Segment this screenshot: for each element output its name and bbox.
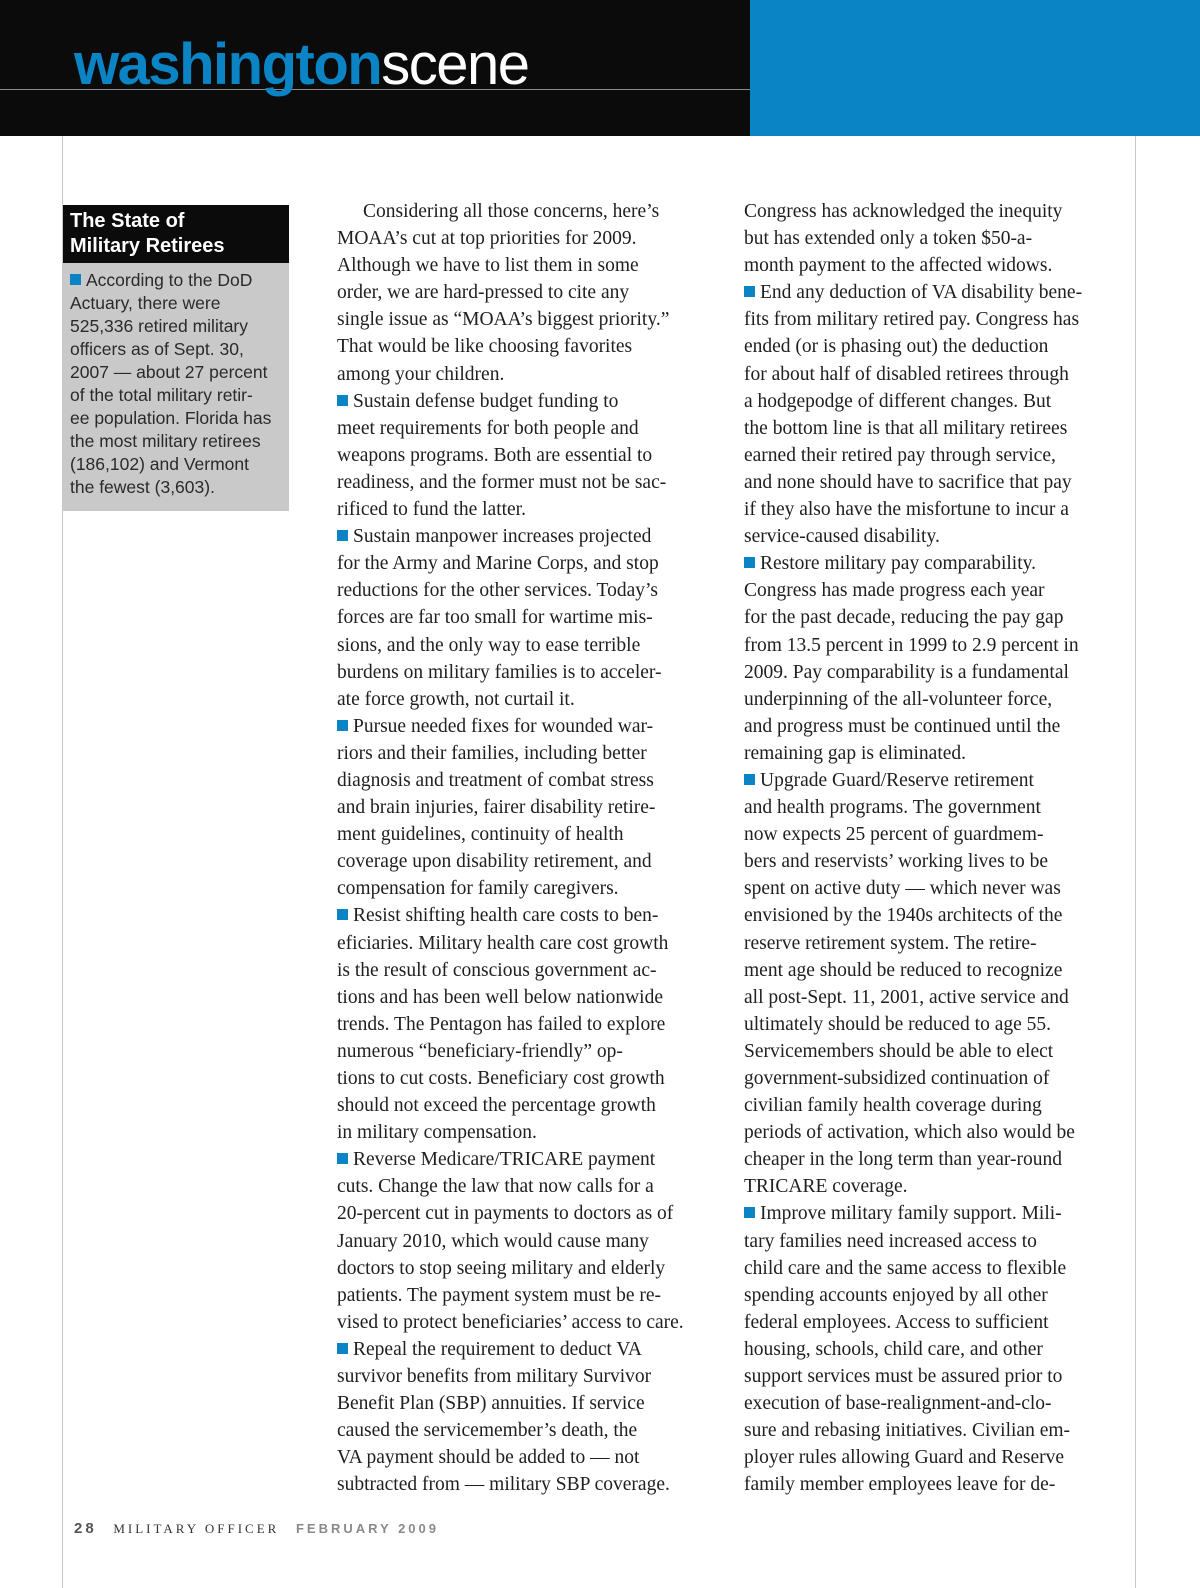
text-line — [337, 361, 721, 388]
line-text: child care and the same access to flexible — [744, 1257, 1067, 1279]
line-text: Sustain defense budget funding to — [353, 390, 619, 412]
line-text: survivor benefits from military Survivor — [337, 1366, 652, 1388]
text-line — [744, 632, 1128, 659]
text-line — [337, 984, 721, 1011]
sidebar-line-text: officers as of Sept. 30, — [70, 339, 244, 359]
line-text: Congress has made progress each year — [744, 580, 1045, 602]
text-line — [744, 984, 1128, 1011]
text-line — [744, 333, 1128, 360]
line-text: End any deduction of VA disability bene- — [760, 282, 1083, 304]
line-text: but has extended only a token $50-a- — [744, 228, 1033, 250]
line-text: is the result of conscious government ac- — [337, 959, 657, 981]
text-line — [337, 415, 721, 442]
square-bullet-icon — [337, 530, 348, 541]
line-text: TRICARE coverage. — [744, 1176, 908, 1198]
page-footer — [74, 1520, 439, 1537]
sidebar-line-text: the most military retirees — [70, 431, 261, 451]
text-line — [744, 957, 1128, 984]
issue-date: FEBRUARY 2009 — [295, 1521, 439, 1536]
text-line — [744, 1390, 1128, 1417]
sidebar-line-text: 2007 — about 27 percent — [70, 362, 268, 382]
line-text: compensation for family caregivers. — [337, 878, 619, 900]
line-text: Servicemembers should be able to elect — [744, 1040, 1054, 1062]
line-text: caused the servicemember’s death, the — [337, 1420, 638, 1442]
text-line — [337, 1309, 721, 1336]
line-text: Restore military pay comparability. — [760, 553, 1036, 575]
line-text: for about half of disabled retirees through — [744, 363, 1069, 385]
line-text: bers and reservists’ working lives to be — [744, 851, 1048, 873]
text-line — [337, 1173, 721, 1200]
text-line — [337, 794, 721, 821]
line-text: Resist shifting health care costs to ben- — [353, 905, 659, 927]
text-line — [744, 1065, 1128, 1092]
line-text: ate force growth, not curtail it. — [337, 688, 575, 710]
line-text: Congress has acknowledged the inequity — [744, 201, 1063, 222]
text-line — [744, 767, 1128, 794]
text-line — [744, 1363, 1128, 1390]
line-text: spent on active duty — which never was — [744, 878, 1061, 900]
text-line — [744, 1309, 1128, 1336]
text-line — [337, 686, 721, 713]
text-line — [744, 388, 1128, 415]
line-text: Benefit Plan (SBP) annuities. If service — [337, 1393, 645, 1415]
text-line — [744, 523, 1128, 550]
text-line — [744, 1092, 1128, 1119]
text-line — [337, 1390, 721, 1417]
sidebar-line-text: the fewest (3,603). — [70, 477, 215, 497]
text-line — [337, 713, 721, 740]
text-line — [744, 1011, 1128, 1038]
line-text: Sustain manpower increases projected — [353, 526, 652, 548]
sidebar-line — [70, 476, 282, 499]
line-text: sions, and the only way to ease terrible — [337, 634, 641, 656]
text-line — [744, 686, 1128, 713]
text-line — [337, 632, 721, 659]
text-line — [744, 198, 1128, 225]
line-text: now expects 25 percent of guardmem- — [744, 824, 1044, 846]
line-text: order, we are hard-pressed to cite any — [337, 282, 630, 304]
text-line — [744, 875, 1128, 902]
line-text: vised to protect beneficiaries’ access to care. — [337, 1311, 684, 1333]
line-text: MOAA’s cut at top priorities for 2009. — [337, 228, 637, 250]
line-text: Pursue needed fixes for wounded war- — [353, 715, 654, 737]
line-text: and health programs. The government — [744, 797, 1041, 819]
publication-name: MILITARY OFFICER — [113, 1521, 280, 1536]
sidebar-line — [70, 338, 282, 361]
line-text: spending accounts enjoyed by all other — [744, 1284, 1048, 1306]
line-text: and none should have to sacrifice that pay — [744, 471, 1072, 493]
square-bullet-icon — [70, 274, 81, 285]
square-bullet-icon — [744, 1207, 755, 1218]
text-line — [337, 1282, 721, 1309]
line-text: tions to cut costs. Beneficiary cost growth — [337, 1068, 665, 1089]
line-text: in military compensation. — [337, 1122, 537, 1144]
text-line — [744, 1336, 1128, 1363]
sidebar-line-text: According to the DoD — [86, 270, 253, 290]
line-text: should not exceed the percentage growth — [337, 1095, 656, 1117]
text-line — [744, 1282, 1128, 1309]
sidebar-line — [70, 269, 282, 292]
line-text: numerous “beneficiary-friendly” op- — [337, 1040, 623, 1062]
text-line — [337, 1444, 721, 1471]
header-blue-band — [750, 0, 1200, 136]
text-line — [337, 604, 721, 631]
sidebar-line — [70, 384, 282, 407]
line-text: execution of base-realignment-and-clo- — [744, 1393, 1052, 1415]
line-text: Improve military family support. Mili- — [760, 1203, 1062, 1225]
line-text: service-caused disability. — [744, 526, 940, 548]
text-line — [744, 821, 1128, 848]
text-line — [744, 1444, 1128, 1471]
text-line — [744, 1038, 1128, 1065]
sidebar-line — [70, 292, 282, 315]
line-text: for the past decade, reducing the pay gap — [744, 607, 1064, 629]
text-line — [744, 252, 1128, 279]
text-line — [337, 225, 721, 252]
sidebar-line — [70, 453, 282, 476]
line-text: government-subsidized continuation of — [744, 1068, 1050, 1089]
line-text: and brain injuries, fairer disability retire- — [337, 797, 656, 819]
line-text: ended (or is phasing out) the deduction — [744, 336, 1049, 358]
line-text: weapons programs. Both are essential to — [337, 444, 653, 466]
sidebar-line-text: Actuary, there were — [70, 293, 221, 313]
square-bullet-icon — [744, 774, 755, 785]
line-text: riors and their families, including better — [337, 742, 647, 764]
line-text: That would be like choosing favorites — [337, 336, 633, 358]
text-line — [744, 550, 1128, 577]
line-text: cheaper in the long term than year-round — [744, 1149, 1062, 1171]
square-bullet-icon — [744, 286, 755, 297]
line-text: tary families need increased access to — [744, 1230, 1037, 1252]
line-text: Reverse Medicare/TRICARE payment — [353, 1149, 656, 1171]
line-text: cuts. Change the law that now calls for a — [337, 1176, 654, 1198]
text-line — [337, 659, 721, 686]
square-bullet-icon — [337, 395, 348, 406]
line-text: reductions for the other services. Today’s — [337, 580, 659, 602]
text-line — [744, 1228, 1128, 1255]
text-line — [337, 1200, 721, 1227]
text-line — [337, 577, 721, 604]
square-bullet-icon — [337, 1343, 348, 1354]
text-line — [337, 1228, 721, 1255]
text-line — [337, 1065, 721, 1092]
square-bullet-icon — [337, 909, 348, 920]
line-text: rificed to fund the latter. — [337, 499, 526, 521]
text-line — [744, 1146, 1128, 1173]
line-text: a hodgepodge of different changes. But — [744, 390, 1052, 412]
line-text: periods of activation, which also would be — [744, 1122, 1075, 1144]
line-text: eficiaries. Military health care cost growth — [337, 932, 669, 954]
line-text: January 2010, which would cause many — [337, 1230, 649, 1252]
line-text: ment guidelines, continuity of health — [337, 824, 624, 846]
text-line — [337, 496, 721, 523]
page-number: 28 — [74, 1520, 97, 1537]
line-text: trends. The Pentagon has failed to explore — [337, 1013, 666, 1035]
line-text: support services must be assured prior to — [744, 1366, 1063, 1388]
sidebar-body — [63, 263, 289, 499]
line-text: the bottom line is that all military retirees — [744, 417, 1068, 439]
text-line — [337, 1038, 721, 1065]
text-line — [744, 225, 1128, 252]
text-line — [744, 930, 1128, 957]
text-line — [744, 306, 1128, 333]
text-line — [744, 1119, 1128, 1146]
text-line — [744, 577, 1128, 604]
line-text: for the Army and Marine Corps, and stop — [337, 553, 659, 575]
line-text: Although we have to list them in some — [337, 255, 639, 277]
text-line — [337, 523, 721, 550]
text-line — [744, 740, 1128, 767]
text-line — [337, 767, 721, 794]
line-text: tions and has been well below nationwide — [337, 986, 664, 1008]
line-text: Upgrade Guard/Reserve retirement — [760, 769, 1034, 791]
line-text: month payment to the affected widows. — [744, 255, 1053, 277]
text-line — [337, 1417, 721, 1444]
text-line — [744, 1255, 1128, 1282]
text-line — [337, 875, 721, 902]
line-text: 20-percent cut in payments to doctors as of — [337, 1203, 674, 1225]
text-line — [337, 1011, 721, 1038]
line-text: meet requirements for both people and — [337, 417, 639, 439]
text-line — [744, 713, 1128, 740]
line-text: from 13.5 percent in 1999 to 2.9 percent in — [744, 634, 1079, 656]
line-text: Repeal the requirement to deduct VA — [353, 1338, 642, 1360]
sidebar-line — [70, 430, 282, 453]
sidebar-line — [70, 315, 282, 338]
line-text: family member employees leave for de- — [744, 1474, 1056, 1496]
line-text: ment age should be reduced to recognize — [744, 959, 1063, 981]
text-line — [337, 848, 721, 875]
line-text: housing, schools, child care, and other — [744, 1338, 1043, 1360]
text-line — [744, 469, 1128, 496]
line-text: underpinning of the all-volunteer force, — [744, 688, 1053, 710]
line-text: sure and rebasing initiatives. Civilian em- — [744, 1420, 1071, 1442]
text-line — [744, 604, 1128, 631]
line-text: envisioned by the 1940s architects of the — [744, 905, 1063, 927]
text-line — [337, 198, 721, 225]
article-column-2 — [744, 198, 1128, 1499]
section-title-part2: scene — [381, 32, 529, 97]
text-line — [337, 279, 721, 306]
line-text: VA payment should be added to — not — [337, 1447, 640, 1469]
sidebar-title-line: The State of — [70, 210, 185, 232]
sidebar-title — [63, 205, 289, 263]
line-text: 2009. Pay comparability is a fundamental — [744, 661, 1069, 683]
sidebar-line — [70, 407, 282, 430]
text-line — [744, 1417, 1128, 1444]
text-line — [744, 902, 1128, 929]
line-text: federal employees. Access to sufficient — [744, 1311, 1049, 1333]
text-line — [337, 1471, 721, 1498]
text-line — [337, 1363, 721, 1390]
line-text: ployer rules allowing Guard and Reserve — [744, 1447, 1065, 1469]
text-line — [337, 442, 721, 469]
text-line — [337, 1146, 721, 1173]
sidebar-line-text: of the total military retir- — [70, 385, 253, 405]
text-line — [337, 740, 721, 767]
text-line — [744, 1200, 1128, 1227]
line-text: readiness, and the former must not be sac- — [337, 471, 667, 493]
sidebar-line-text: ee population. Florida has — [70, 408, 272, 428]
text-line — [744, 794, 1128, 821]
text-line — [744, 659, 1128, 686]
text-line — [337, 1336, 721, 1363]
text-line — [337, 957, 721, 984]
text-line — [744, 1173, 1128, 1200]
line-text: among your children. — [337, 363, 505, 385]
text-line — [337, 821, 721, 848]
line-text: earned their retired pay through service, — [744, 444, 1056, 466]
text-line — [337, 306, 721, 333]
line-text: burdens on military families is to acceler- — [337, 661, 662, 683]
text-line — [337, 902, 721, 929]
square-bullet-icon — [337, 1153, 348, 1164]
line-text: single issue as “MOAA’s biggest priority.” — [337, 309, 670, 331]
text-line — [337, 388, 721, 415]
text-line — [744, 848, 1128, 875]
text-line — [744, 415, 1128, 442]
text-line — [337, 1119, 721, 1146]
line-text: fits from military retired pay. Congress has — [744, 309, 1080, 331]
line-text: reserve retirement system. The retire- — [744, 932, 1037, 954]
text-line — [337, 333, 721, 360]
square-bullet-icon — [744, 557, 755, 568]
line-text: ultimately should be reduced to age 55. — [744, 1013, 1052, 1035]
text-line — [744, 496, 1128, 523]
line-text: remaining gap is eliminated. — [744, 742, 967, 764]
sidebar-line-text: 525,336 retired military — [70, 316, 248, 336]
line-text: if they also have the misfortune to incur a — [744, 499, 1069, 521]
article-column-1 — [337, 198, 721, 1499]
text-line — [744, 279, 1128, 306]
line-text: patients. The payment system must be re- — [337, 1284, 662, 1306]
line-text: diagnosis and treatment of combat stress — [337, 769, 654, 791]
text-line — [744, 1471, 1128, 1498]
line-text: Considering all those concerns, here’s — [363, 201, 660, 222]
text-line — [337, 550, 721, 577]
text-line — [744, 442, 1128, 469]
sidebar-box — [63, 205, 289, 511]
text-line — [744, 361, 1128, 388]
line-text: doctors to stop seeing military and elderly — [337, 1257, 666, 1279]
line-text: civilian family health coverage during — [744, 1095, 1042, 1117]
line-text: coverage upon disability retirement, and — [337, 851, 652, 873]
text-line — [337, 252, 721, 279]
line-text: and progress must be continued until the — [744, 715, 1061, 737]
section-title — [74, 30, 528, 100]
text-line — [337, 930, 721, 957]
text-line — [337, 469, 721, 496]
line-text: all post-Sept. 11, 2001, active service and — [744, 986, 1069, 1008]
page-frame-right — [1135, 136, 1136, 1588]
line-text: forces are far too small for wartime mis- — [337, 607, 653, 629]
section-title-part1: washington — [74, 32, 382, 97]
sidebar-line — [70, 361, 282, 384]
text-line — [337, 1255, 721, 1282]
sidebar-line-text: (186,102) and Vermont — [70, 454, 250, 474]
sidebar-title-line: Military Retirees — [70, 235, 225, 257]
text-line — [337, 1092, 721, 1119]
square-bullet-icon — [337, 720, 348, 731]
line-text: subtracted from — military SBP coverage. — [337, 1474, 670, 1496]
